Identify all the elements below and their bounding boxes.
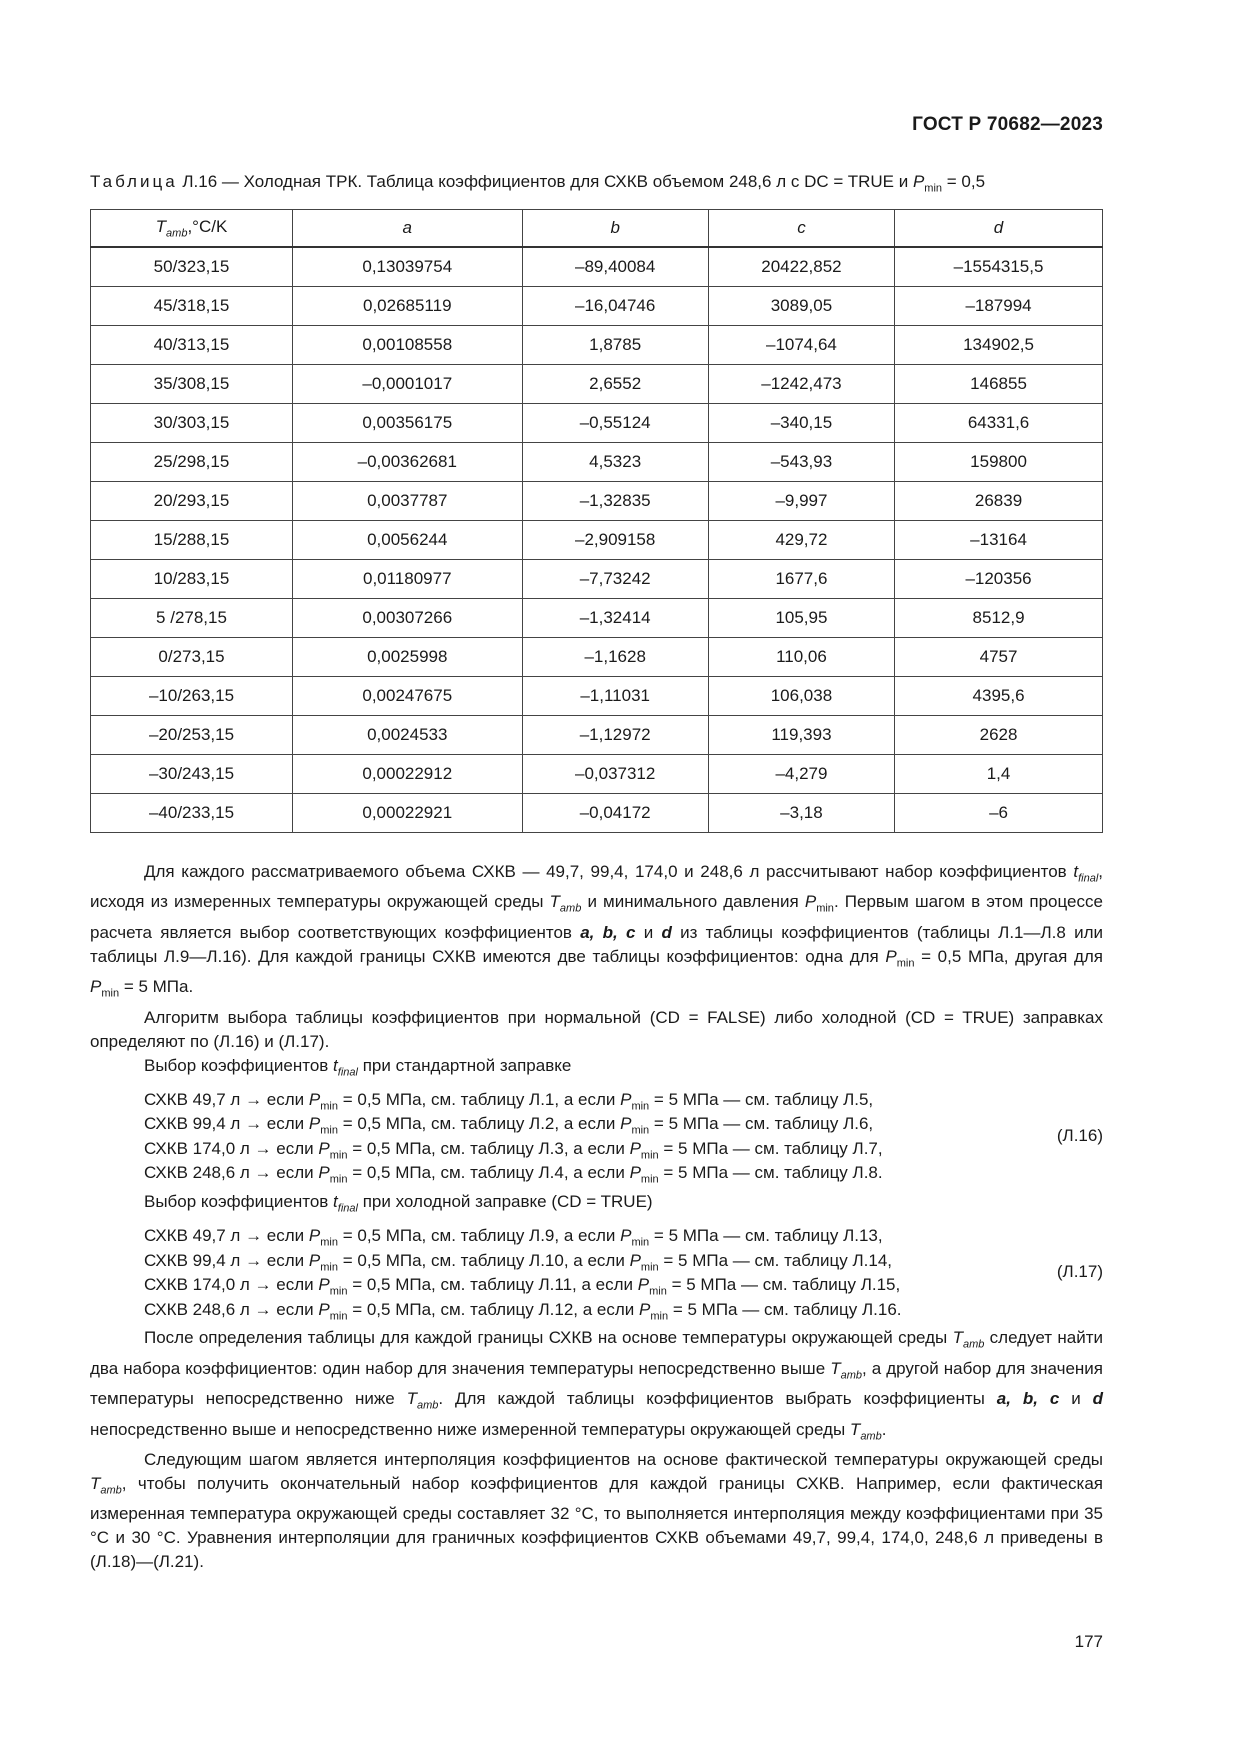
table-row: [91, 521, 1103, 560]
table-cell: –340,15: [708, 404, 894, 443]
table-cell: 159800: [895, 443, 1103, 482]
table-cell: 30/303,15: [91, 404, 293, 443]
table-cell: –0,00362681: [293, 443, 523, 482]
list-standard: [144, 1088, 1103, 1186]
list-cold: [144, 1224, 1103, 1322]
table-cell: 0,00247675: [293, 677, 523, 716]
list-line: СХКВ 174,0 л → если $P_{min} = 0,5$ МПа, см. таблицу Л.3, а если $P_{min} = 5$ МПа — см. таблицу Л.7,: [144, 1138, 883, 1162]
table-cell: 4,5323: [522, 443, 708, 482]
table-cell: –1,32835: [522, 482, 708, 521]
table-cell: 0,0024533: [293, 716, 523, 755]
table-cell: 2,6552: [522, 365, 708, 404]
table-cell: –2,909158: [522, 521, 708, 560]
table-cell: 0,00108558: [293, 326, 523, 365]
table-cell: 0,13039754: [293, 247, 523, 287]
table-cell: 0,02685119: [293, 287, 523, 326]
table-cell: 1,4: [895, 755, 1103, 794]
table-row: [91, 326, 1103, 365]
table-cell: –0,55124: [522, 404, 708, 443]
list-line: СХКВ 99,4 л → если $P_{min} = 0,5$ МПа, см. таблицу Л.10, а если $P_{min} = 5$ МПа — см. таблицу Л.14,: [144, 1250, 893, 1274]
table-cell: –1242,473: [708, 365, 894, 404]
table-row: [91, 443, 1103, 482]
table-cell: 10/283,15: [91, 560, 293, 599]
table-cell: 20422,852: [708, 247, 894, 287]
table-row: [91, 716, 1103, 755]
table-cell: 64331,6: [895, 404, 1103, 443]
table-cell: 26839: [895, 482, 1103, 521]
table-cell: 8512,9: [895, 599, 1103, 638]
table-cell: 110,06: [708, 638, 894, 677]
table-cell: 4395,6: [895, 677, 1103, 716]
body-text: [90, 860, 1103, 1574]
table-cell: –7,73242: [522, 560, 708, 599]
table-cell: 25/298,15: [91, 443, 293, 482]
table-row: [91, 560, 1103, 599]
table-row: [91, 482, 1103, 521]
table-cell: 0,00022912: [293, 755, 523, 794]
table-cell: 1,8785: [522, 326, 708, 365]
table-cell: 429,72: [708, 521, 894, 560]
table-cell: 0,0025998: [293, 638, 523, 677]
table-row: [91, 599, 1103, 638]
paragraph-2: Алгоритм выбора таблицы коэффициентов при нормальной (CD = FALSE) либо холодной (CD = TRUE) заправках определяют по (Л.16) и (Л.17).: [90, 1007, 1103, 1051]
table-cell: 1677,6: [708, 560, 894, 599]
header-a: a: [293, 210, 523, 248]
table-cell: –40/233,15: [91, 794, 293, 833]
page-number: 177: [1074, 1632, 1103, 1651]
list-line: СХКВ 248,6 л → если $P_{min} = 0,5$ МПа, см. таблицу Л.4, а если $P_{min} = 5$ МПа — см. таблицу Л.8.: [144, 1163, 883, 1186]
table-cell: –10/263,15: [91, 677, 293, 716]
list-line: СХКВ 99,4 л → если $P_{min} = 0,5$ МПа, см. таблицу Л.2, а если $P_{min} = 5$ МПа — см. таблицу Л.6,: [144, 1114, 874, 1137]
table-row: [91, 677, 1103, 716]
paragraph-4: Следующим шагом является интерполяция коэффициентов на основе фактической температуры окружающей среды $T_{amb}$, чтобы получить окончательный набор коэффициентов для каждой границы СХКВ. Например, если фактическая измеренная температура окружающей среды составляет 32 °C, то выполняется интерполяция между коэффициентами при 35 °C и 30 °C. Уравнения интерполяции для граничных коэффициентов СХКВ объемами 49,7, 99,4, 174,0, 248,6 л приведены в (Л.18)—(Л.21).: [90, 1449, 1103, 1572]
caption-text: Л.16 — Холодная ТРК. Таблица коэффициентов для СХКВ объемом 248,6 л с DC = TRUE и: [182, 172, 909, 191]
table-header-row: [91, 210, 1103, 248]
list-line: СХКВ 49,7 л → если $P_{min} = 0,5$ МПа, см. таблицу Л.9, а если $P_{min} = 5$ МПа — см. таблицу Л.13,: [144, 1226, 883, 1249]
equation-number-l17: (Л.17): [1056, 1262, 1103, 1282]
table-cell: –1074,64: [708, 326, 894, 365]
table-cell: –16,04746: [522, 287, 708, 326]
paragraph-1: Для каждого рассматриваемого объема СХКВ — 49,7, 99,4, 174,0 и 248,6 л рассчитывают набор коэффициентов $t_{final}$, исходя из измеренных температуры окружающей среды $T_{amb}$ и минимального давления $P_{min}$. Первым шагом в этом процессе расчета является выбор соответствующих коэффициентов a, b, c и d из таблицы коэффициентов (таблицы Л.1—Л.8 или таблицы Л.9—Л.16). Для каждой границы СХКВ имеются две таблицы коэффициентов: одна для $P_{min} = 0,5$ МПа, другая для $P_{min} = 5$ МПа.: [90, 862, 1103, 1000]
table-cell: 50/323,15: [91, 247, 293, 287]
equation-number-l16: (Л.16): [1056, 1125, 1103, 1145]
table-cell: 0,0037787: [293, 482, 523, 521]
table-cell: 20/293,15: [91, 482, 293, 521]
table-cell: 3089,05: [708, 287, 894, 326]
caption-p-sub: min: [924, 182, 943, 195]
table-cell: 15/288,15: [91, 521, 293, 560]
table-cell: –0,04172: [522, 794, 708, 833]
table-cell: 0,00307266: [293, 599, 523, 638]
table-cell: –9,997: [708, 482, 894, 521]
header-d: d: [895, 210, 1103, 248]
table-row: [91, 794, 1103, 833]
table-cell: 0/273,15: [91, 638, 293, 677]
list-line: СХКВ 49,7 л → если $P_{min} = 0,5$ МПа, см. таблицу Л.1, а если $P_{min} = 5$ МПа — см. таблицу Л.5,: [144, 1089, 874, 1113]
table-cell: 119,393: [708, 716, 894, 755]
table-cell: 4757: [895, 638, 1103, 677]
table-cell: –89,40084: [522, 247, 708, 287]
table-cell: –1,32414: [522, 599, 708, 638]
table-row: [91, 638, 1103, 677]
table-cell: –1,12972: [522, 716, 708, 755]
table-cell: –0,037312: [522, 755, 708, 794]
table-caption: [90, 172, 1102, 194]
paragraph-3: После определения таблицы для каждой границы СХКВ на основе температуры окружающей среды $T_{amb}$ следует найти два набора коэффициентов: один набор для значения температуры непосредственно выше $T_{amb}$, а другой набор для значения температуры непосредственно ниже $T_{amb}$. Для каждой таблицы коэффициентов выбрать коэффициенты a, b, c и d непосредственно выше и непосредственно ниже измеренной температуры окружающей среды $T_{amb}$.: [90, 1328, 1103, 1442]
selection-standard: Выбор коэффициентов $t_{final}$ при стандартной заправке: [144, 1055, 572, 1078]
table-cell: 40/313,15: [91, 326, 293, 365]
coefficients-table: [90, 209, 1103, 833]
table-cell: –30/243,15: [91, 755, 293, 794]
table-cell: 0,00356175: [293, 404, 523, 443]
table-cell: 0,01180977: [293, 560, 523, 599]
table-cell: 0,00022921: [293, 794, 523, 833]
table-cell: 2628: [895, 716, 1103, 755]
caption-tail: = 0,5: [946, 172, 986, 191]
table-cell: 105,95: [708, 599, 894, 638]
header-b: b: [522, 210, 708, 248]
table-cell: –1554315,5: [895, 247, 1103, 287]
table-row: [91, 755, 1103, 794]
table-cell: –4,279: [708, 755, 894, 794]
table-row: [91, 247, 1103, 287]
list-line: СХКВ 174,0 л → если $P_{min} = 0,5$ МПа, см. таблицу Л.11, а если $P_{min} = 5$ МПа — см. таблицу Л.15,: [144, 1275, 901, 1298]
table-cell: 45/318,15: [91, 287, 293, 326]
table-cell: 134902,5: [895, 326, 1103, 365]
table-cell: –187994: [895, 287, 1103, 326]
table-cell: 146855: [895, 365, 1103, 404]
table-row: [91, 404, 1103, 443]
table-cell: –0,0001017: [293, 365, 523, 404]
table-cell: 106,038: [708, 677, 894, 716]
table-cell: –20/253,15: [91, 716, 293, 755]
list-line: СХКВ 248,6 л → если $P_{min} = 0,5$ МПа, см. таблицу Л.12, а если $P_{min} = 5$ МПа — см. таблицу Л.16.: [144, 1299, 902, 1323]
caption-word: Таблица: [90, 172, 178, 191]
table-cell: 35/308,15: [91, 365, 293, 404]
table-cell: –120356: [895, 560, 1103, 599]
table-cell: 0,0056244: [293, 521, 523, 560]
table-cell: –1,1628: [522, 638, 708, 677]
table-cell: –543,93: [708, 443, 894, 482]
table-cell: –1,11031: [522, 677, 708, 716]
table-cell: –6: [895, 794, 1103, 833]
header-c: c: [708, 210, 894, 248]
selection-cold: Выбор коэффициентов $t_{final}$ при холодной заправке (CD = TRUE): [144, 1191, 653, 1215]
table-row: [91, 287, 1103, 326]
table-cell: –3,18: [708, 794, 894, 833]
table-cell: –13164: [895, 521, 1103, 560]
document-header: ГОСТ Р 70682—2023: [912, 114, 1103, 135]
caption-p: P: [912, 172, 925, 191]
table-cell: 5 /278,15: [91, 599, 293, 638]
header-tamb: $T_{amb},^\circ C/K$: [91, 210, 293, 248]
table-row: [91, 365, 1103, 404]
